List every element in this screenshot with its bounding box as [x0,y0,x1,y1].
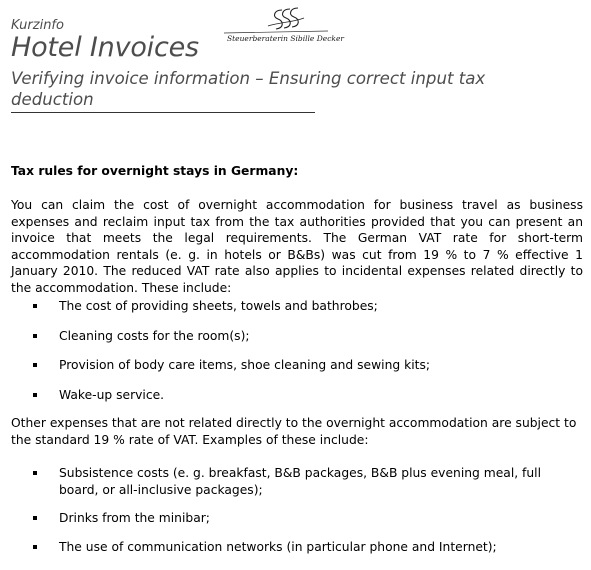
list-item [0,357,591,374]
list-item-text: Subsistence costs (e. g. breakfast, B&B packages, B&B plus evening meal, full board, or all-inclusive packages); [59,466,542,497]
bullet-square-icon [33,334,37,338]
list-item [0,465,591,498]
bullet-square-icon [33,471,37,475]
document-subtitle: Verifying invoice information – Ensuring correct input tax deduction [11,69,486,109]
section-heading: Tax rules for overnight stays in Germany: [11,164,299,178]
list-item [0,510,591,527]
list-item-text: The cost of providing sheets, towels and bathrobes; [59,299,378,313]
bullet-square-icon [33,516,37,520]
document-title: Hotel Invoices [11,32,199,63]
standard-rate-paragraph: Other expenses that are not related directly to the overnight accommodation are subject to the standard 19 % rate of VAT. Examples of these include: [11,416,577,447]
bullet-square-icon [33,393,37,397]
bullet-square-icon [33,363,37,367]
intro-paragraph: You can claim the cost of overnight accommodation for business travel as business expenses and reclaim input tax from the tax authorities provided that you can present an invoice that meets the legal requirements. The German VAT rate for short-term accommodation rentals (e. g. in hotels or B&Bs) was cut from 19 % to 7 % effective 1 January 2010. The reduced VAT rate also applies to incidental expenses related directly to the accommodation. These include: [11,198,583,295]
list-item-text: Wake-up service. [59,387,165,402]
signature-monogram-logo-icon [224,6,336,36]
list-item-text: Cleaning costs for the room(s); [59,328,250,343]
reduced-rate-list [0,298,591,416]
list-item [0,539,591,556]
kicker-label: Kurzinfo [11,18,64,33]
standard-rate-list [0,465,591,567]
title-underline-divider [11,112,315,113]
brand-logo [224,6,344,46]
list-item [0,328,591,345]
list-item [0,387,591,404]
list-item [0,298,591,315]
list-item-text: Provision of body care items, shoe cleaning and sewing kits; [59,358,430,372]
bullet-square-icon [33,545,37,549]
list-item-text: The use of communication networks (in particular phone and Internet); [59,539,497,554]
bullet-square-icon [33,304,37,308]
logo-text: Steuerberaterin Sibille Decker [227,34,344,43]
list-item-text: Drinks from the minibar; [59,511,210,525]
